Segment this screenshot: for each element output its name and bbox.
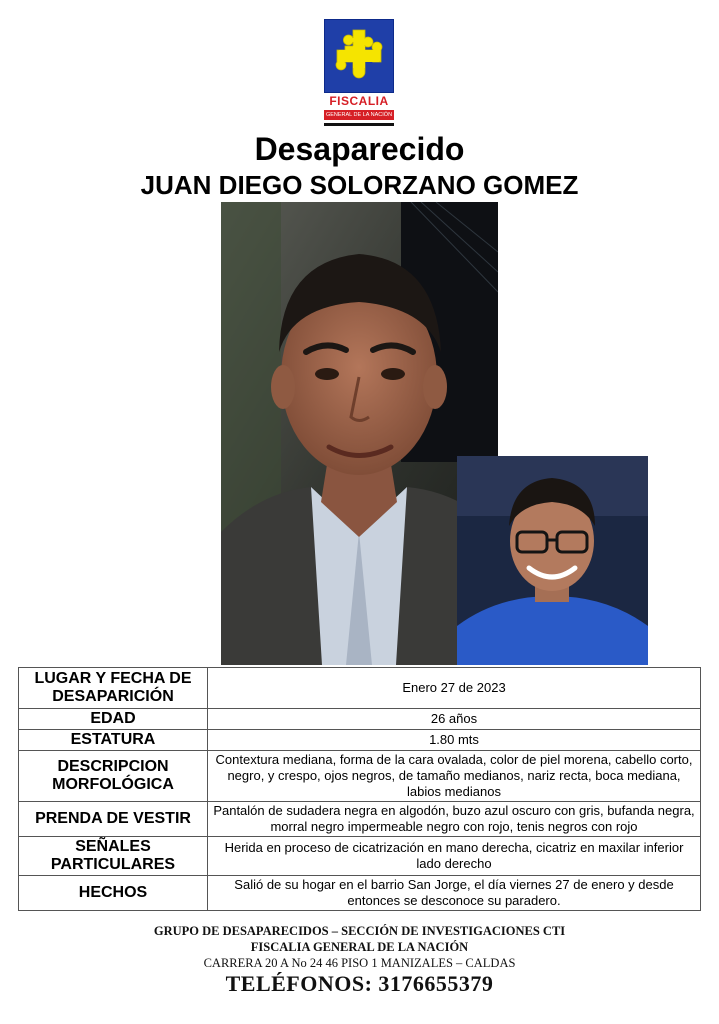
- row-label: EDAD: [19, 709, 208, 730]
- table-row: [19, 668, 701, 709]
- row-label: ESTATURA: [19, 730, 208, 751]
- row-value: Salió de su hogar en el barrio San Jorge, el día viernes 27 de enero y desde entonces se desconoce su paradero.: [208, 876, 701, 911]
- row-label: SEÑALES PARTICULARES: [19, 837, 208, 876]
- table-row: [19, 730, 701, 751]
- table-row: [19, 876, 701, 911]
- row-value: Contextura mediana, forma de la cara ovalada, color de piel morena, cabello corto, negro, y crespo, ojos negros, de tamaño medianos, nariz recta, boca mediana, labios medianos: [208, 751, 701, 802]
- row-label: LUGAR Y FECHA DE DESAPARICIÓN: [19, 668, 208, 709]
- secondary-portrait-illustration: [457, 456, 648, 665]
- page-title: Desaparecido: [254, 131, 465, 167]
- row-value: 26 años: [208, 709, 701, 730]
- secondary-photo: [457, 456, 648, 665]
- details-table: [18, 667, 701, 911]
- row-value: Herida en proceso de cicatrización en mano derecha, cicatriz en maxilar inferior lado derecho: [208, 837, 701, 876]
- row-label: PRENDA DE VESTIR: [19, 802, 208, 837]
- row-label: HECHOS: [19, 876, 208, 911]
- row-value: Pantalón de sudadera negra en algodón, buzo azul oscuro con gris, bufanda negra, morral negro impermeable negro con rojo, tenis negros con rojo: [208, 802, 701, 837]
- fiscalia-logo: [324, 19, 394, 127]
- logo-subtitle: GENERAL DE LA NACIÓN: [325, 112, 393, 118]
- row-value: Enero 27 de 2023: [208, 668, 701, 709]
- logo-wordmark: FISCALIA: [329, 94, 389, 108]
- footer-group-line: GRUPO DE DESAPARECIDOS – SECCIÓN DE INVESTIGACIONES CTI: [153, 924, 566, 938]
- logo-underline: [324, 123, 394, 126]
- person-name: JUAN DIEGO SOLORZANO GOMEZ: [140, 170, 579, 200]
- row-value: 1.80 mts: [208, 730, 701, 751]
- table-row: [19, 709, 701, 730]
- puzzle-piece-icon: [335, 28, 383, 84]
- footer-phones: TELÉFONOS: 3176655379: [225, 971, 494, 996]
- table-row: [19, 751, 701, 802]
- table-row: [19, 802, 701, 837]
- logo-box: [324, 19, 394, 93]
- footer-address-line: CARRERA 20 A No 24 46 PISO 1 MANIZALES – CALDAS: [203, 956, 516, 970]
- table-row: [19, 837, 701, 876]
- footer-agency-line: FISCALIA GENERAL DE LA NACIÓN: [250, 940, 469, 954]
- row-label: DESCRIPCION MORFOLÓGICA: [19, 751, 208, 802]
